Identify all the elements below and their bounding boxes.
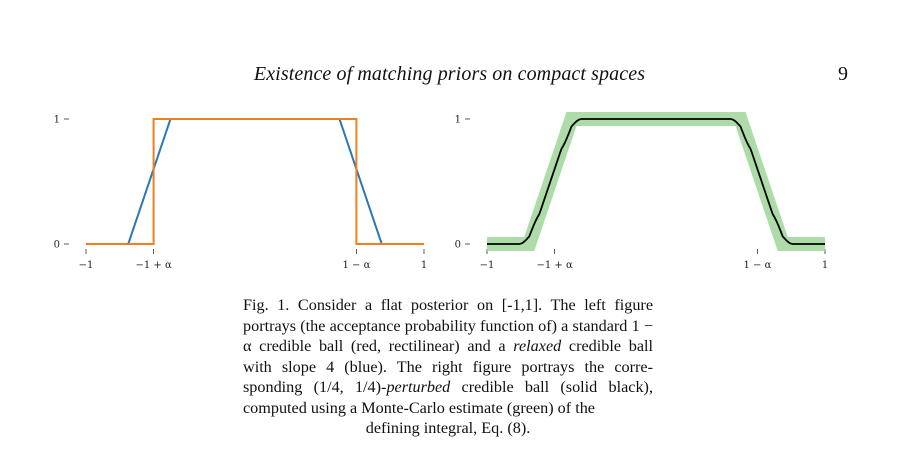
caption-text: credible ball (red, rectilinear) and a bbox=[251, 337, 514, 355]
x-tick-label: 1 − α bbox=[342, 260, 371, 271]
x-tick-label: −1 bbox=[78, 260, 94, 271]
caption-emphasis: perturbed bbox=[386, 378, 451, 396]
caption-math: (1/4, 1/4) bbox=[313, 378, 382, 396]
x-tick-label: 1 bbox=[821, 260, 829, 271]
y-tick-label: 1 bbox=[53, 114, 60, 126]
y-tick-label: 0 bbox=[454, 239, 461, 251]
caption-last-line: defining integral, Eq. (8). bbox=[365, 419, 531, 437]
y-tick-label: 0 bbox=[53, 239, 60, 251]
x-tick-label: −1 + α bbox=[135, 260, 172, 271]
caption-emphasis: relaxed bbox=[513, 337, 562, 355]
relaxed-credible-ball-line bbox=[86, 119, 424, 244]
running-title: Existence of matching priors on compact spaces bbox=[253, 63, 646, 85]
figure-caption bbox=[243, 295, 653, 439]
x-tick-label: −1 bbox=[479, 260, 495, 271]
caption-text: Fig. 1. Consider a flat posterior on [-1,1]. The left figure portrays (the acceptance probability function of) a standard bbox=[243, 296, 653, 335]
monte-carlo-band bbox=[487, 119, 825, 244]
x-tick-label: 1 bbox=[420, 260, 428, 271]
caption-math: 1 − α bbox=[243, 316, 653, 355]
x-tick-label: 1 − α bbox=[743, 260, 772, 271]
standard-credible-ball-line bbox=[86, 119, 424, 244]
x-tick-label: −1 + α bbox=[536, 260, 573, 271]
caption-text: - bbox=[381, 378, 387, 396]
caption-text: credible ball with slope 4 (blue). The right figure portrays the corre-sponding bbox=[243, 337, 654, 396]
y-tick-label: 1 bbox=[454, 114, 461, 126]
page-number: 9 bbox=[838, 63, 848, 85]
right-panel bbox=[455, 115, 829, 272]
caption-text: credible ball (solid black), computed using a Monte-Carlo estimate (green) of the bbox=[243, 378, 653, 417]
left-panel bbox=[54, 115, 428, 272]
